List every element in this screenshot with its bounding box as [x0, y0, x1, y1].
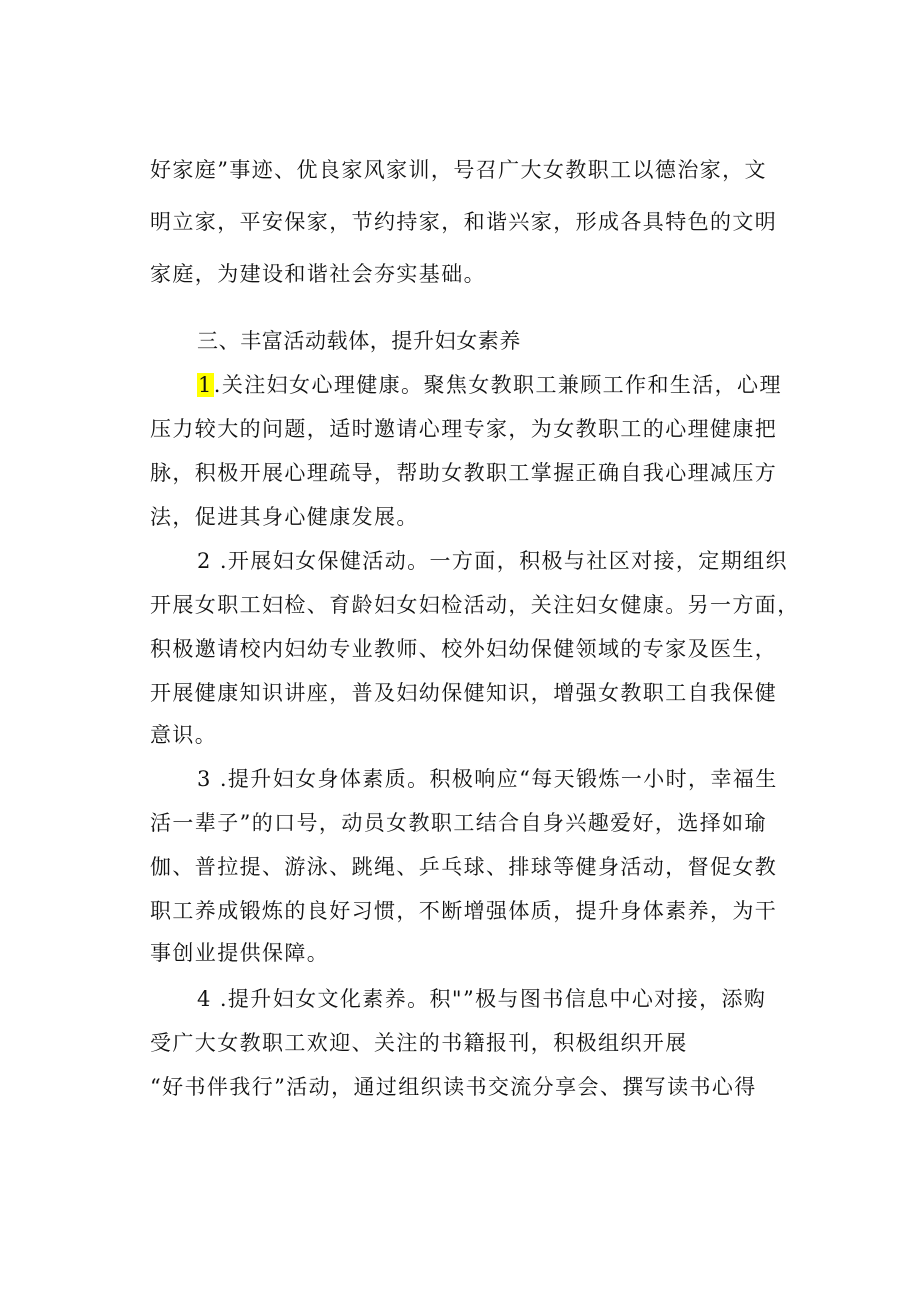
paragraph-3-line-3: 伽、普拉提、游泳、跳绳、乒乓球、排球等健身活动，督促女教	[150, 855, 778, 879]
paragraph-2-line-5: 意识。	[150, 723, 218, 747]
paragraph-3-line-1: 3 .提升妇女身体素质。积极响应“每天锻炼一小时，幸福生	[197, 767, 778, 791]
body-line-3: 家庭，为建设和谐社会夯实基础。	[150, 262, 486, 286]
paragraph-2-line-3: 积极邀请校内妇幼专业教师、校外妇幼保健领域的专家及医生，	[150, 637, 778, 661]
paragraph-3-line-5: 事创业提供保障。	[150, 941, 330, 965]
paragraph-2-line-2: 开展女职工妇检、育龄妇女妇检活动，关注妇女健康。另一方面，	[150, 593, 800, 617]
paragraph-1-line-3: 脉，积极开展心理疏导，帮助女教职工掌握正确自我心理减压方	[150, 461, 778, 485]
paragraph-3-line-2: 活一辈子”的口号，动员女教职工结合自身兴趣爱好，选择如瑜	[150, 811, 767, 835]
body-line-2: 明立家，平安保家，节约持家，和谐兴家，形成各具特色的文明	[150, 210, 778, 234]
paragraph-4-line-3: “好书伴我行”活动，通过组织读书交流分享会、撰写读书心得	[150, 1075, 757, 1099]
paragraph-2-line-4: 开展健康知识讲座，普及妇幼保健知识，增强女教职工自我保健	[150, 681, 778, 705]
paragraph-3-line-4: 职工养成锻炼的良好习惯，不断增强体质，提升身体素养，为干	[150, 899, 778, 923]
paragraph-1-line-1	[197, 370, 782, 400]
paragraph-4-line-2: 受广大女教职工欢迎、关注的书籍报刊，积极组织开展	[150, 1031, 688, 1055]
paragraph-1-line-2: 压力较大的问题，适时邀请心理专家，为女教职工的心理健康把	[150, 417, 778, 441]
section-heading: 三、丰富活动载体，提升妇女素养	[197, 329, 521, 353]
body-line-1: 好家庭”事迹、优良家风家训，号召广大女教职工以德治家，文	[150, 158, 767, 182]
paragraph-2-line-1: 2 .开展妇女保健活动。一方面，积极与社区对接，定期组织	[197, 549, 788, 573]
highlighted-number: 1	[198, 373, 213, 397]
paragraph-4-line-1: 4 .提升妇女文化素养。积"”极与图书信息中心对接，添购	[197, 987, 767, 1011]
paragraph-1-line-1-text: .关注妇女心理健康。聚焦女教职工兼顾工作和生活，心理	[213, 373, 782, 397]
paragraph-1-line-4: 法，促进其身心健康发展。	[150, 505, 419, 529]
